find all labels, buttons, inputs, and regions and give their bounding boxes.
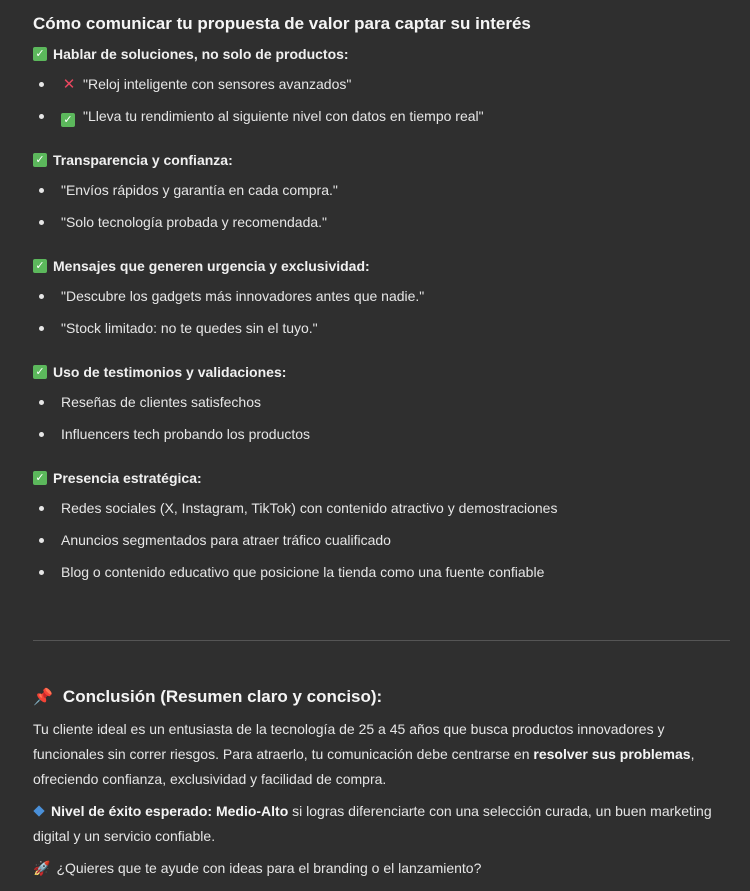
- list-item: [33, 386, 730, 418]
- paragraph-text: si logras diferenciarte con una selección curada, un buen marketing digital y un servicio confiable.: [33, 803, 712, 844]
- bullet-list: [33, 386, 730, 450]
- paragraph-text: ¿Quieres que te ayude con ideas para el branding o el lanzamiento?: [56, 860, 482, 876]
- list-item: [33, 556, 730, 588]
- bullet-list: [33, 280, 730, 344]
- check-mark-icon: ✓: [33, 471, 47, 485]
- section-heading: [33, 150, 730, 170]
- section-heading-text: Mensajes que generen urgencia y exclusividad:: [53, 258, 370, 274]
- list-item-text: "Lleva tu rendimiento al siguiente nivel con datos en tiempo real": [83, 108, 484, 124]
- list-item-text: "Reloj inteligente con sensores avanzados": [83, 76, 352, 92]
- check-mark-icon: ✓: [33, 365, 47, 379]
- check-mark-icon: ✓: [33, 259, 47, 273]
- list-item: [33, 174, 730, 206]
- bullet-list: [33, 492, 730, 588]
- section-heading-text: Presencia estratégica:: [53, 470, 202, 486]
- cross-mark-icon: ✕: [62, 76, 76, 93]
- section-heading: [33, 362, 730, 382]
- conclusion-title: [33, 684, 382, 710]
- section-transparency: [33, 150, 730, 238]
- bullet-list: [33, 68, 730, 132]
- list-item-text: Anuncios segmentados para atraer tráfico cualificado: [61, 532, 391, 548]
- section-heading-text: Transparencia y confianza:: [53, 152, 233, 168]
- emphasis-text: resolver sus problemas: [533, 746, 691, 762]
- pushpin-icon: 📌: [33, 689, 53, 706]
- conclusion-title-text: Conclusión (Resumen claro y conciso):: [62, 687, 383, 706]
- check-mark-icon: ✓: [61, 113, 75, 127]
- list-item-text: Influencers tech probando los productos: [61, 426, 311, 442]
- check-mark-icon: ✓: [33, 153, 47, 167]
- paragraph-text: , ofreciendo confianza, exclusividad y facilidad de compra.: [33, 746, 695, 787]
- section-solutions: [33, 44, 730, 132]
- list-item-text: Reseñas de clientes satisfechos: [61, 394, 261, 410]
- section-presence: [33, 468, 730, 588]
- bullet-list: [33, 174, 730, 238]
- list-item: [33, 280, 730, 312]
- success-level-paragraph: [33, 799, 730, 849]
- list-item-text: "Descubre los gadgets más innovadores antes que nadie.": [61, 288, 425, 304]
- section-heading: [33, 256, 730, 276]
- section-heading: [33, 44, 730, 64]
- list-item: [33, 524, 730, 556]
- list-item: [33, 68, 730, 100]
- section-heading-text: Hablar de soluciones, no solo de productos:: [53, 46, 349, 62]
- check-mark-icon: ✓: [33, 47, 47, 61]
- section-heading-text: Uso de testimonios y validaciones:: [53, 364, 287, 380]
- paragraph-text: Tu cliente ideal es un entusiasta de la tecnología de 25 a 45 años que busca productos innovadores y funcionales sin correr riesgos. Para atraerlo, tu comunicación debe centrarse en: [33, 721, 665, 762]
- list-item: [33, 312, 730, 344]
- divider: [33, 640, 730, 641]
- list-item: [33, 418, 730, 450]
- section-heading: [33, 468, 730, 488]
- list-item: [33, 206, 730, 238]
- section-testimonials: [33, 362, 730, 450]
- rocket-icon: 🚀: [33, 860, 51, 876]
- section-title: Cómo comunicar tu propuesta de valor para captar su interés: [33, 14, 531, 33]
- list-item-text: "Solo tecnología probada y recomendada.": [61, 214, 328, 230]
- list-item-text: "Envíos rápidos y garantía en cada compra.": [61, 182, 338, 198]
- section-urgency: [33, 256, 730, 344]
- list-item-text: Redes sociales (X, Instagram, TikTok) con contenido atractivo y demostraciones: [61, 500, 558, 516]
- blue-diamond-icon: [33, 805, 44, 816]
- emphasis-text: Nivel de éxito esperado: Medio-Alto: [51, 803, 289, 819]
- conclusion-paragraph: [33, 717, 730, 792]
- list-item: [33, 100, 730, 132]
- follow-up-question: [33, 856, 730, 881]
- list-item-text: "Stock limitado: no te quedes sin el tuyo.": [61, 320, 318, 336]
- list-item: [33, 492, 730, 524]
- list-item-text: Blog o contenido educativo que posicione la tienda como una fuente confiable: [61, 564, 545, 580]
